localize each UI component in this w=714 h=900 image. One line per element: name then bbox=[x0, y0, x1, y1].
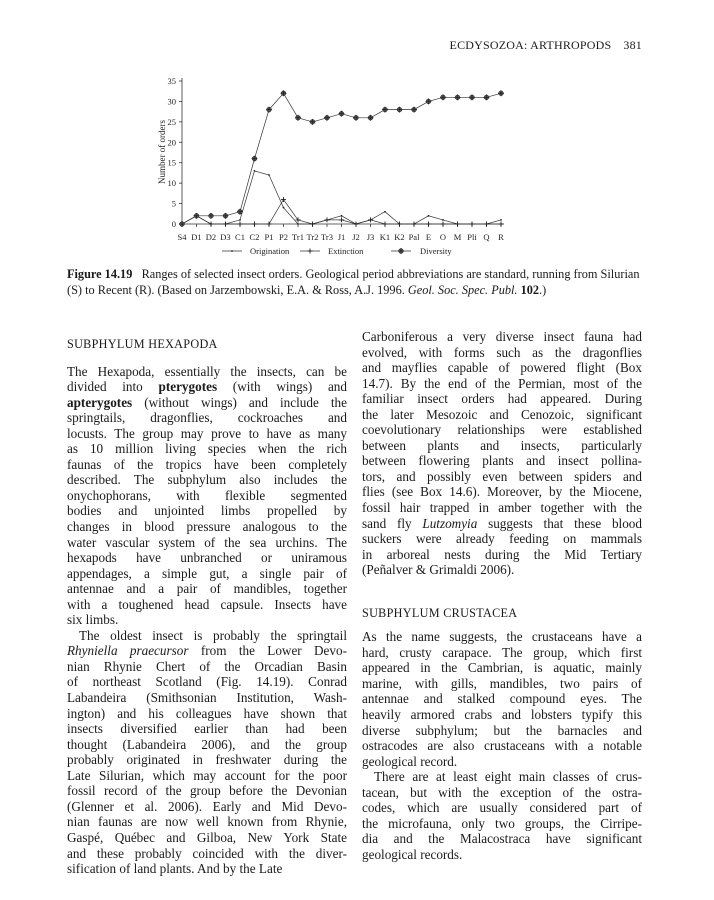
text-line bbox=[67, 814, 347, 830]
text-line bbox=[362, 562, 642, 578]
text-line bbox=[67, 659, 347, 675]
data-point-origination bbox=[384, 211, 386, 213]
text-line bbox=[67, 643, 347, 659]
data-point-extinction bbox=[339, 217, 344, 222]
text-line bbox=[67, 628, 347, 644]
text-line bbox=[362, 707, 642, 723]
data-point-diversity-cross bbox=[455, 94, 461, 100]
text-run: hard, crusty carapace. The group, which first bbox=[362, 644, 642, 660]
continued-paragraph bbox=[362, 329, 642, 578]
x-tick-label: S4 bbox=[177, 232, 187, 242]
data-point-diversity-cross bbox=[295, 115, 301, 121]
text-run: suckers were already feeding on mammals bbox=[362, 531, 642, 547]
x-tick-label: P1 bbox=[264, 232, 274, 242]
text-line bbox=[362, 660, 642, 676]
text-line bbox=[362, 329, 642, 345]
text-run: nian Rhynie Chert of the Orcadian Basin bbox=[67, 658, 347, 674]
insect-orders-chart bbox=[0, 0, 714, 262]
text-line bbox=[362, 547, 642, 563]
caption-volume: 102 bbox=[520, 283, 540, 297]
data-point-origination bbox=[297, 223, 299, 225]
text-run: onychophorans, with flexible segmented bbox=[67, 487, 347, 503]
caption-end: .) bbox=[539, 283, 547, 297]
text-run: As the name suggests, the crustaceans have a bbox=[362, 629, 642, 645]
legend-label-diversity: Diversity bbox=[420, 246, 452, 256]
data-point-diversity-cross bbox=[324, 115, 330, 121]
text-line bbox=[67, 426, 347, 442]
legend-marker-origination bbox=[231, 250, 233, 252]
right-column bbox=[362, 329, 642, 863]
text-line bbox=[67, 768, 347, 784]
data-point-diversity-cross bbox=[469, 94, 475, 100]
text-run: and these probably coincided with the diver- bbox=[67, 845, 347, 861]
data-point-diversity-cross bbox=[194, 213, 200, 219]
data-point-diversity-cross bbox=[310, 119, 316, 125]
x-tick-label: D2 bbox=[205, 232, 217, 242]
text-run: Labandeira (Smithsonian Institution, Wash- bbox=[67, 690, 347, 706]
x-tick-label: K1 bbox=[379, 232, 391, 242]
text-run: evolved, with forms such as the dragonflies bbox=[362, 344, 642, 360]
data-point-diversity-cross bbox=[382, 107, 388, 113]
text-run: divided into bbox=[67, 379, 159, 395]
text-line bbox=[67, 519, 347, 535]
x-tick-label: Tr1 bbox=[292, 232, 304, 242]
text-line bbox=[67, 674, 347, 690]
text-run: codes, which are usually considered part of bbox=[362, 800, 642, 816]
text-run: antennae and a pair of mandibles, together bbox=[67, 581, 347, 597]
text-run: sand fly bbox=[362, 515, 423, 531]
text-line bbox=[362, 800, 642, 816]
text-line bbox=[67, 846, 347, 862]
data-point-extinction bbox=[325, 217, 330, 222]
text-line bbox=[67, 550, 347, 566]
x-tick-label: M bbox=[453, 232, 462, 242]
hexapoda-body bbox=[67, 364, 347, 877]
text-line bbox=[362, 738, 642, 754]
text-line bbox=[362, 831, 642, 847]
text-line bbox=[67, 752, 347, 768]
y-tick-label: 35 bbox=[167, 76, 176, 86]
text-line bbox=[67, 503, 347, 519]
data-point-extinction bbox=[281, 197, 286, 202]
legend-marker-diversity-cross bbox=[398, 248, 404, 254]
text-run: appendages, a simple gut, a single pair of bbox=[67, 565, 347, 581]
text-run: Carboniferous a very diverse insect fauna had bbox=[362, 329, 642, 344]
text-run: Late Silurian, which may account for the poor bbox=[67, 767, 347, 783]
data-point-origination bbox=[254, 170, 256, 172]
text-run: (without wings) and include the bbox=[132, 394, 347, 410]
text-line bbox=[67, 581, 347, 597]
text-line bbox=[362, 629, 642, 645]
text-run: with a toughened head capsule. Insects have bbox=[67, 596, 347, 612]
text-run: faunas of the tropics have been completely bbox=[67, 456, 347, 472]
text-line bbox=[67, 830, 347, 846]
text-line bbox=[362, 531, 642, 547]
data-point-origination bbox=[341, 215, 343, 217]
text-line bbox=[362, 769, 642, 785]
text-run: nian faunas are now well known from Rhynie, bbox=[67, 814, 347, 830]
y-tick-label: 15 bbox=[167, 157, 176, 168]
text-run: 14.7). By the end of the Permian, most of the bbox=[362, 375, 642, 391]
text-line bbox=[67, 379, 347, 395]
text-run: geological records. bbox=[362, 846, 463, 862]
data-point-diversity-cross bbox=[339, 111, 345, 117]
data-point-diversity-cross bbox=[208, 213, 214, 219]
text-run: Lutzomyia bbox=[422, 515, 478, 531]
y-tick-label: 20 bbox=[167, 137, 176, 148]
data-point-extinction bbox=[455, 222, 460, 227]
text-line bbox=[362, 360, 642, 376]
x-tick-label: C1 bbox=[235, 232, 245, 242]
y-tick-label: 5 bbox=[171, 198, 176, 209]
x-tick-label: C2 bbox=[249, 232, 260, 242]
text-run: sification of land plants. And by the Late bbox=[67, 861, 283, 877]
text-run: geological record. bbox=[362, 753, 458, 769]
figure-label: Figure 14.19 bbox=[67, 267, 133, 281]
section-heading-crustacea: SUBPHYLUM CRUSTACEA bbox=[362, 605, 518, 620]
left-column bbox=[67, 337, 347, 877]
data-point-diversity-cross bbox=[252, 156, 258, 162]
text-run: insects diversified earlier than had been bbox=[67, 721, 347, 737]
text-line bbox=[67, 706, 347, 722]
data-point-extinction bbox=[426, 222, 431, 227]
text-line bbox=[362, 469, 642, 485]
data-point-extinction bbox=[310, 222, 315, 227]
text-line bbox=[67, 799, 347, 815]
data-point-extinction bbox=[267, 222, 272, 227]
y-axis-label: Number of orders bbox=[157, 120, 167, 184]
y-tick-label: 30 bbox=[167, 96, 176, 107]
data-point-origination bbox=[268, 174, 270, 176]
data-point-extinction bbox=[383, 222, 388, 227]
text-run: Gaspé, Québec and Gilboa, New York State bbox=[67, 829, 347, 845]
legend-label-origination: Origination bbox=[250, 246, 290, 256]
legend-marker-extinction bbox=[308, 249, 313, 254]
data-point-diversity-cross bbox=[484, 94, 490, 100]
text-line bbox=[67, 395, 347, 411]
text-run: flies (see Box 14.6). Moreover, by the Miocene, bbox=[362, 484, 642, 500]
text-run: between plants and insects, particularly bbox=[362, 437, 642, 453]
text-line bbox=[362, 645, 642, 661]
data-point-origination bbox=[239, 219, 241, 221]
text-line bbox=[67, 364, 347, 380]
text-line bbox=[362, 847, 642, 863]
data-point-origination bbox=[500, 219, 502, 221]
text-line bbox=[67, 488, 347, 504]
text-run: The oldest insect is probably the springtail bbox=[79, 627, 347, 643]
text-line bbox=[67, 612, 347, 628]
data-point-origination bbox=[428, 215, 430, 217]
text-line bbox=[362, 816, 642, 832]
text-run: and mayflies capable of powered flight (Box bbox=[362, 360, 642, 376]
data-point-extinction bbox=[209, 222, 214, 227]
text-line bbox=[362, 453, 642, 469]
text-run: appeared in the Cambrian, is aquatic, mainly bbox=[362, 660, 642, 676]
x-tick-label: E bbox=[425, 232, 432, 242]
x-tick-label: J3 bbox=[366, 232, 375, 242]
text-line bbox=[362, 516, 642, 532]
text-line bbox=[362, 484, 642, 500]
data-point-extinction bbox=[470, 222, 475, 227]
text-run: The Hexapoda, essentially the insects, can be bbox=[67, 363, 347, 379]
data-point-extinction bbox=[252, 222, 257, 227]
data-point-diversity-cross bbox=[368, 115, 374, 121]
data-point-extinction bbox=[238, 222, 243, 227]
text-line bbox=[67, 457, 347, 473]
text-run: the microfauna, only two groups, the Cirripe- bbox=[362, 815, 642, 831]
y-tick-label: 10 bbox=[167, 178, 176, 189]
data-point-diversity-cross bbox=[498, 90, 504, 96]
text-run: water vascular system of the sea urchins. The bbox=[67, 534, 347, 550]
text-run: Rhyniella praecursor bbox=[67, 643, 189, 659]
text-run: marine, with gills, mandibles, two pairs of bbox=[362, 675, 642, 691]
text-line bbox=[67, 597, 347, 613]
text-run: six limbs. bbox=[67, 612, 119, 628]
data-point-diversity-cross bbox=[179, 221, 185, 227]
text-run: coevolutionary relationships were established bbox=[362, 422, 642, 438]
figure-caption bbox=[67, 266, 647, 298]
text-run: (Peñalver & Grimaldi 2006). bbox=[362, 562, 515, 578]
text-run: diverse subphylum; but the barnacles and bbox=[362, 722, 642, 738]
text-run: locusts. The group may prove to have as many bbox=[67, 425, 347, 441]
text-run: as 10 million living species when the rich bbox=[67, 441, 347, 457]
text-run: ostracodes are also crustaceans with a notable bbox=[362, 738, 642, 754]
text-run: described. The subphylum also includes the bbox=[67, 472, 347, 488]
text-line bbox=[362, 500, 642, 516]
crustacea-body bbox=[362, 629, 642, 862]
text-run: between flowering plants and insect pollina- bbox=[362, 453, 642, 469]
text-line bbox=[67, 690, 347, 706]
text-line bbox=[67, 566, 347, 582]
text-run: from the Lower Devo- bbox=[188, 643, 347, 659]
x-tick-label: D3 bbox=[220, 232, 231, 242]
text-line bbox=[362, 785, 642, 801]
text-run: (Glenner et al. 2006). Early and Mid Devo- bbox=[67, 798, 347, 814]
x-tick-label: Tr3 bbox=[321, 232, 333, 242]
text-run: the later Mesozoic and Cenozoic, significant bbox=[362, 406, 642, 422]
text-run: bodies and unjointed limbs propelled by bbox=[67, 503, 347, 519]
text-line bbox=[67, 783, 347, 799]
text-run: probably originated in freshwater during the bbox=[67, 752, 347, 768]
data-point-extinction bbox=[499, 222, 504, 227]
text-run: springtails, dragonflies, cockroaches and bbox=[67, 410, 347, 426]
text-line bbox=[67, 535, 347, 551]
data-point-extinction bbox=[441, 222, 446, 227]
text-run: (with wings) and bbox=[217, 379, 347, 395]
text-line bbox=[67, 472, 347, 488]
x-tick-label: P2 bbox=[279, 232, 288, 242]
data-point-diversity-cross bbox=[223, 213, 229, 219]
text-run: fossil hair trapped in amber together with the bbox=[362, 500, 642, 516]
data-point-diversity-cross bbox=[397, 107, 403, 113]
y-tick-label: 0 bbox=[171, 219, 176, 229]
text-line bbox=[362, 754, 642, 770]
caption-text: Ranges of selected insect orders. Geological period abbreviations are standard, running from Silurian (S) to Recent (R). (Based on Jarzembowski, E.A. & Ross, A.J. 1996. bbox=[67, 267, 640, 297]
text-line bbox=[362, 676, 642, 692]
data-point-extinction bbox=[412, 222, 417, 227]
text-run: in arboreal nests during the Mid Tertiary bbox=[362, 546, 642, 562]
legend-label-extinction: Extinction bbox=[328, 246, 364, 256]
data-point-extinction bbox=[484, 222, 489, 227]
text-run: thought (Labandeira 2006), and the group bbox=[67, 736, 347, 752]
data-point-origination bbox=[283, 207, 285, 209]
data-point-diversity-cross bbox=[440, 94, 446, 100]
text-run: heavily armored crabs and lobsters typify this bbox=[362, 707, 642, 723]
text-run: There are at least eight main classes of crus- bbox=[374, 769, 642, 785]
data-point-diversity-cross bbox=[353, 115, 359, 121]
x-tick-label: K2 bbox=[394, 232, 405, 242]
text-run: dia and the Malacostraca have significant bbox=[362, 831, 642, 847]
x-tick-label: Pli bbox=[467, 232, 477, 242]
text-line bbox=[362, 376, 642, 392]
x-tick-label: J2 bbox=[352, 232, 360, 242]
text-line bbox=[362, 407, 642, 423]
page-number: 381 bbox=[623, 38, 642, 52]
text-line bbox=[67, 410, 347, 426]
data-point-extinction bbox=[223, 222, 228, 227]
header-title: ECDYSOZOA: ARTHROPODS bbox=[449, 38, 612, 52]
text-line bbox=[362, 391, 642, 407]
caption-journal: Geol. Soc. Spec. Publ. bbox=[407, 283, 518, 297]
x-tick-label: D1 bbox=[191, 232, 202, 242]
x-tick-label: R bbox=[498, 232, 504, 242]
data-point-origination bbox=[442, 219, 444, 221]
data-point-diversity-cross bbox=[411, 107, 417, 113]
text-line bbox=[67, 737, 347, 753]
x-tick-label: Q bbox=[483, 232, 490, 242]
text-line bbox=[67, 861, 347, 877]
text-run: ington) and his colleagues have shown that bbox=[67, 705, 347, 721]
text-run: hexapods have unbranched or uniramous bbox=[67, 550, 347, 566]
text-line bbox=[362, 345, 642, 361]
text-run: tors, and possibly even between spiders and bbox=[362, 468, 642, 484]
text-line bbox=[362, 422, 642, 438]
section-heading-hexapoda: SUBPHYLUM HEXAPODA bbox=[67, 337, 218, 351]
x-tick-label: Pal bbox=[408, 232, 420, 242]
x-tick-label: J1 bbox=[337, 232, 346, 242]
text-line bbox=[67, 441, 347, 457]
text-line bbox=[362, 691, 642, 707]
text-run: suggests that these blood bbox=[477, 515, 642, 531]
text-run: apterygotes bbox=[67, 394, 133, 410]
text-line bbox=[362, 438, 642, 454]
text-run: fossil record of the group before the Devonian bbox=[67, 783, 347, 799]
data-point-extinction bbox=[368, 217, 373, 222]
text-run: tacean, but with the exception of the ostra- bbox=[362, 784, 642, 800]
text-run: familiar insect orders had appeared. During bbox=[362, 391, 642, 407]
text-run: pterygotes bbox=[158, 379, 218, 395]
text-run: antennae and stalked compound eyes. The bbox=[362, 691, 642, 707]
y-tick-label: 25 bbox=[167, 116, 176, 127]
data-point-diversity-cross bbox=[426, 98, 432, 104]
text-line bbox=[362, 723, 642, 739]
data-point-extinction bbox=[354, 222, 359, 227]
x-tick-label: O bbox=[439, 232, 447, 242]
text-run: changes in blood pressure analogous to the bbox=[67, 519, 347, 535]
text-run: of northeast Scotland (Fig. 14.19). Conrad bbox=[67, 674, 347, 690]
text-line bbox=[67, 721, 347, 737]
x-tick-label: Tr2 bbox=[306, 232, 319, 242]
